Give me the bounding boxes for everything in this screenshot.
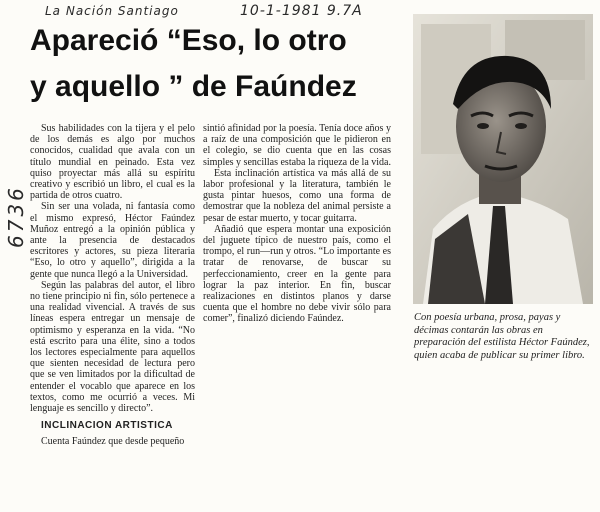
paragraph: Sus habilidades con la tijera y el pelo de los demás es algo por muchos conocidos, cualidad que avala con un título mundial en peinado. Esta vez quiso proyectar más allá su espíritu creativo y escribió un libro, el cual es la partida de otros cuatro. — [30, 123, 195, 202]
headline-line-2: y aquello ” de Faúndez — [30, 70, 357, 103]
handwritten-side-code: 6736 — [4, 185, 28, 248]
paragraph: Añadió que espera montar una exposición del juguete típico de nuestro país, como el trompo, el run—run y otros. “Lo importante es tratar de renovarse, de buscar su perfeccionamiento, creer en la gente para lograr la paz interior. En fin, buscar realizaciones en distintos planos y darse cuenta que el hombre no debe vivir sólo para comer”, finalizó diciendo Faúndez. — [203, 223, 391, 325]
paragraph: Esta inclinación artística va más allá de su labor profesional y la literatura, también le gusta pintar huesos, como una forma de demostrar que la nobleza del animal persiste a pesar de estar muerto, y tocar guitarra. — [203, 167, 391, 224]
portrait-photo — [413, 14, 593, 304]
photo-caption: Con poesía urbana, prosa, payas y décimas contarán las obras en preparación del estilista Héctor Faúndez, quien acaba de publicar su primer libro. — [414, 312, 590, 361]
section-subhead: INCLINACION ARTISTICA — [41, 420, 173, 432]
paragraph: sintió afinidad por la poesía. Tenía doce años y a raíz de una composición que le pidieron en el colegio, se dio cuenta que en las cosas simples y sencillas estaba la riqueza de la vida. — [203, 123, 391, 168]
paragraph: Según las palabras del autor, el libro no tiene principio ni fin, sólo pertenece a una realidad vivencial. A través de sus líneas espera entregar un mensaje de optimismo y esperanza en la vida. “No está escrito para una élite, sino a todos los lectores especialmente para aquellos que sienten necesidad de lectura pero que se ven limitados por la dificultad de entender el vocablo que aparece en los textos, como me ocurrió a veces. Mi lenguaje es sencillo y directo”. — [30, 279, 195, 415]
article-column-1 — [30, 123, 195, 448]
article-column-2 — [203, 123, 391, 325]
paragraph: Cuenta Faúndez que desde pequeño — [41, 436, 185, 448]
handwritten-publication-note: La Nación Santiago — [45, 4, 179, 18]
paragraph: Sin ser una volada, ni fantasía como el mismo expresó, Héctor Faúndez Muñoz entregó a la opinión pública y ante la presencia de destacados escritores y actores, su pieza literaria “Eso, lo otro y aquello”, dirigida a la gente que nunca llegó a la Universidad. — [30, 201, 195, 280]
handwritten-date-note: 10-1-1981 9.7A — [240, 3, 363, 19]
headline-line-1: Apareció “Eso, lo otro — [30, 24, 347, 57]
